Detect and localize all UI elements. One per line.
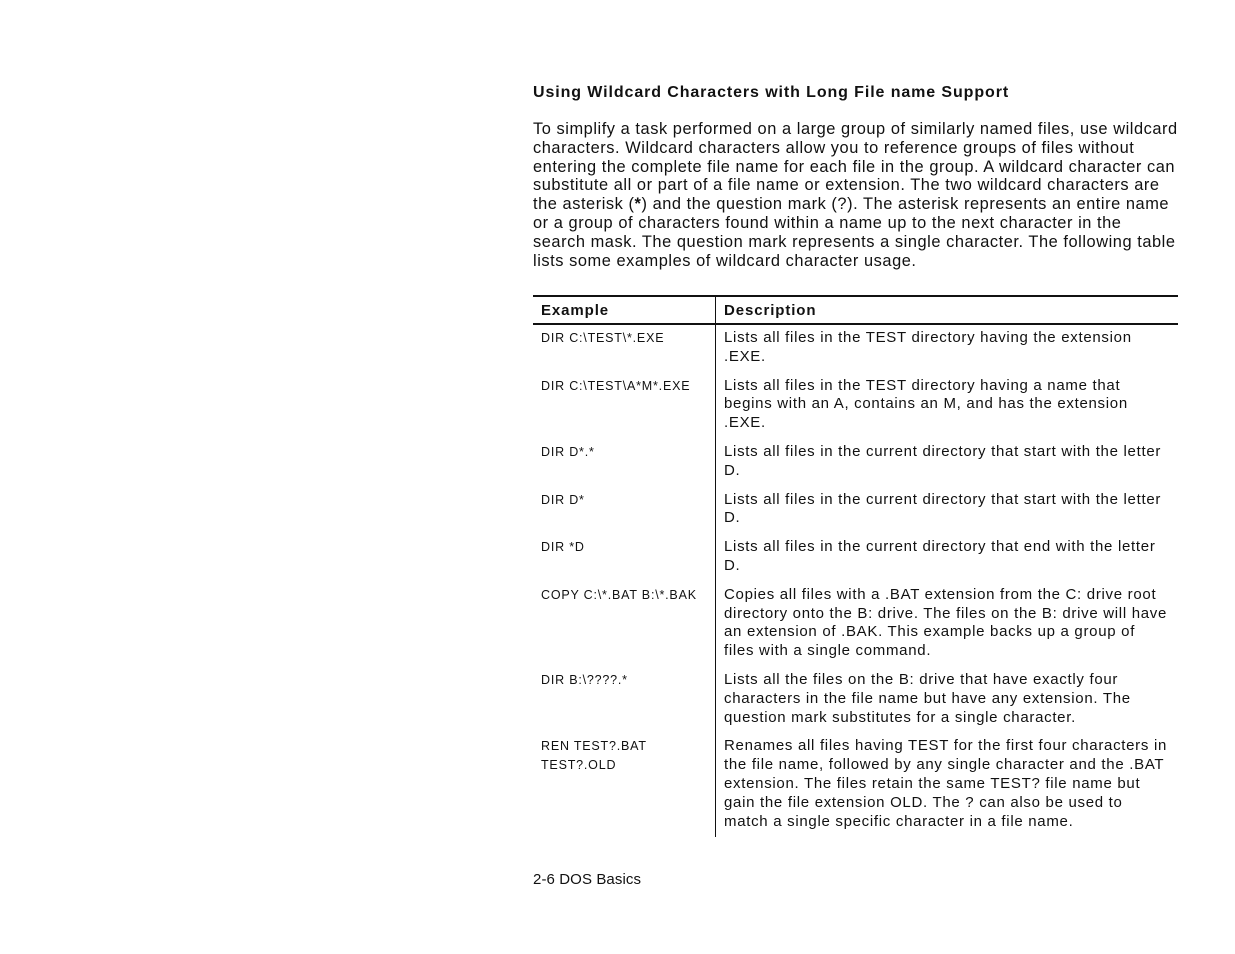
column-header-example: Example	[533, 296, 716, 324]
example-cell: DIR D*	[533, 487, 716, 535]
asterisk-symbol: *	[634, 195, 642, 214]
description-cell: Copies all files with a .BAT extension from the C: drive root directory onto the B: drive. The files on the B: drive will have an extension of .BAK. This example backs up a group of files with a single command.	[724, 585, 1168, 660]
table-row	[533, 733, 1178, 837]
page-content	[533, 80, 1178, 830]
description-cell: Lists all files in the TEST directory having the extension .EXE.	[724, 329, 1132, 365]
table-row	[533, 582, 1178, 667]
example-cell: DIR C:\TEST\*.EXE	[533, 324, 716, 373]
example-cell: REN TEST?.BAT TEST?.OLD	[533, 733, 716, 837]
table-row	[533, 324, 1178, 373]
table-row	[533, 373, 1178, 439]
table-row	[533, 667, 1178, 733]
table-row	[533, 439, 1178, 487]
example-cell: DIR C:\TEST\A*M*.EXE	[533, 373, 716, 439]
example-cell: DIR D*.*	[533, 439, 716, 487]
description-cell: Lists all files in the current directory that end with the letter D.	[724, 538, 1156, 574]
description-cell: Renames all files having TEST for the first four characters in the file name, followed by any single character and the .BAT extension. The files retain the same TEST? file name but gain the file extension OLD. The ? can also be used to match a single specific character in a file name.	[724, 737, 1168, 830]
wildcard-examples-table	[533, 295, 1178, 837]
table-header-row	[533, 296, 1178, 324]
description-cell: Lists all the files on the B: drive that have exactly four characters in the file name but have any extension. The question mark substitutes for a single character.	[724, 670, 1131, 726]
description-cell: Lists all files in the current directory that start with the letter D.	[724, 442, 1162, 479]
page-footer: 2-6 DOS Basics	[533, 871, 642, 888]
description-cell: Lists all files in the current directory that start with the letter D.	[724, 490, 1162, 527]
description-cell: Lists all files in the TEST directory having a name that begins with an A, contains an M, and has the extension .EXE.	[724, 376, 1128, 432]
table-body	[533, 324, 1178, 837]
intro-paragraph-part2: ) and the question mark (?). The asterisk represents an entire name or a group of characters found within a name up to the next character in the search mask. The question mark represents a single character. The following table lists some examples of wildcard character usage.	[533, 195, 1176, 270]
example-cell: DIR B:\????.*	[533, 667, 716, 733]
table-row	[533, 534, 1178, 582]
intro-paragraph	[533, 120, 1178, 270]
table-row	[533, 487, 1178, 535]
example-cell: COPY C:\*.BAT B:\*.BAK	[533, 582, 716, 667]
column-header-description: Description	[716, 296, 1179, 324]
intro-paragraph-part1: To simplify a task performed on a large group of similarly named files, use wildcard characters. Wildcard characters allow you to reference groups of files without entering the complete file name for each file in the group. A wildcard character can substitute all or part of a file name or extension. The two wildcard characters are the asterisk (	[533, 120, 1178, 214]
example-cell: DIR *D	[533, 534, 716, 582]
section-heading: Using Wildcard Characters with Long File name Support	[533, 84, 1010, 101]
